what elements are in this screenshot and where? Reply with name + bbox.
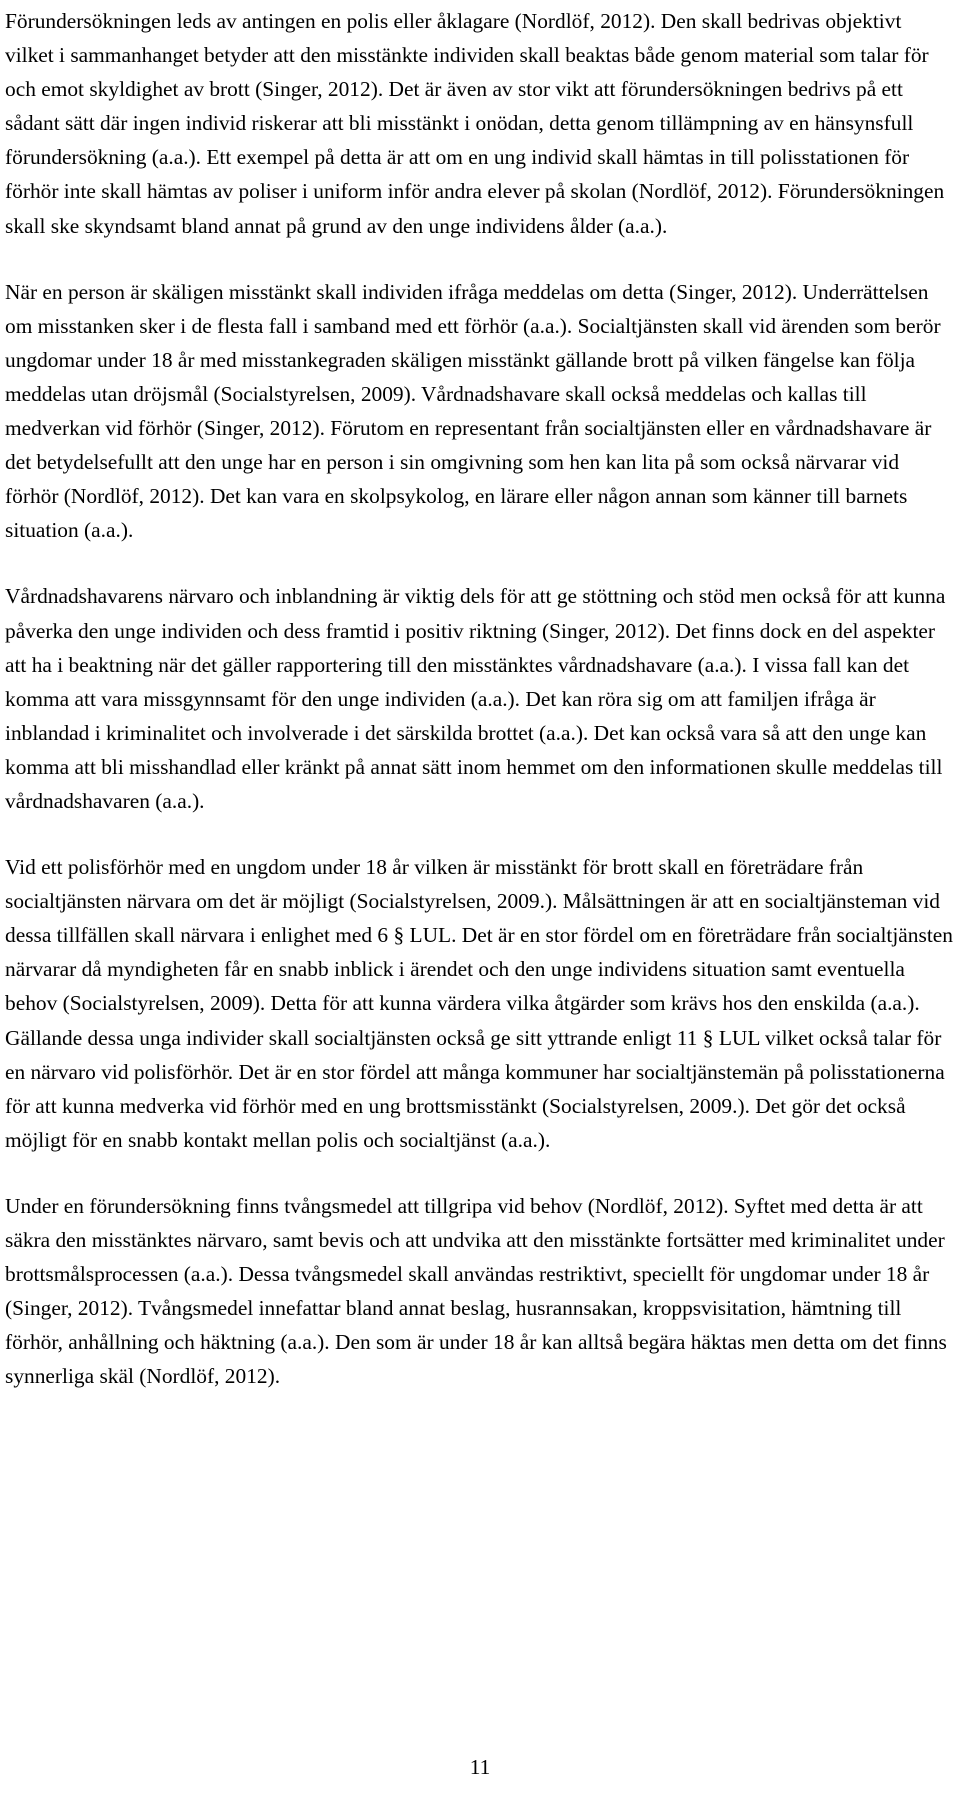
paragraph-vardnadshavare: Vårdnadshavarens närvaro och inblandning är viktig dels för att ge stöttning och stöd men också för att kunna påverka den unge individen och dess framtid i positiv riktning (Singer, 2012). Det finns dock en del aspekter att ha i beaktning när det gäller rapportering till den misstänktes vårdnadshavare (a.a.). I vissa fall kan det komma att vara missgynnsamt för den unge individen (a.a.). Det kan röra sig om att familjen ifråga är inblandad i kriminalitet och involverade i det särskilda brottet (a.a.). Det kan också vara så att den unge kan komma att bli misshandlad eller kränkt på annat sätt inom hemmet om den informationen skulle meddelas till vårdnadshavaren (a.a.). (5, 584, 946, 813)
paragraph-forundersokning: Förundersökningen leds av antingen en polis eller åklagare (Nordlöf, 2012). Den skall bedrivas objektivt vilket i sammanhanget betyder att den misstänkte individen skall beaktas både genom material som talar för och emot skyldighet av brott (Singer, 2012). Det är även av stor vikt att förundersökningen bedrivs på ett sådant sätt där ingen individ riskerar att bli misstänkt i onödan, detta genom tillämpning av en hänsynsfull förundersökning (a.a.). Ett exempel på detta är att om en ung individ skall hämtas in till polisstationen för förhör inte skall hämtas av poliser i uniform inför andra elever på skolan (Nordlöf, 2012). Förundersökningen skall ske skyndsamt bland annat på grund av den unge individens ålder (a.a.). (5, 9, 945, 238)
paragraph-tvangsmedel: Under en förundersökning finns tvångsmedel att tillgripa vid behov (Nordlöf, 2012). Syftet med detta är att säkra den misstänktes närvaro, samt bevis och att undvika att den misstänkte fortsätter med kriminalitet under brottsmålsprocessen (a.a.). Dessa tvångsmedel skall användas restriktivt, speciellt för ungdomar under 18 år (Singer, 2012). Tvångsmedel innefattar bland annat beslag, husrannsakan, kroppsvisitation, hämtning till förhör, anhållning och häktning (a.a.). Den som är under 18 år kan alltså begära häktas men detta om det finns synnerliga skäl (Nordlöf, 2012). (5, 1193, 947, 1389)
paragraph-polisforhor: Vid ett polisförhör med en ungdom under 18 år vilken är misstänkt för brott skall en företrädare från socialtjänsten närvara om det är möjligt (Socialstyrelsen, 2009.). Målsättningen är att en socialtjänsteman vid dessa tillfällen skall närvara i enlighet med 6 § LUL. Det är en stor fördel om en företrädare från socialtjänsten närvarar då myndigheten får en snabb inblick i ärendet och den unge individens situation samt eventuella behov (Socialstyrelsen, 2009). Detta för att kunna värdera vilka åtgärder som krävs hos den enskilda (a.a.). Gällande dessa unga individer skall socialtjänsten också ge sitt yttrande enligt 11 § LUL vilket också talar för en närvaro vid polisförhör. Det är en stor fördel att många kommuner har socialtjänstemän på polisstationerna för att kunna medverka vid förhör med en ung brottsmisstänkt (Socialstyrelsen, 2009.). Det gör det också möjligt för en snabb kontakt mellan polis och socialtjänst (a.a.). (5, 855, 953, 1152)
paragraph-skaligen-misstankt: När en person är skäligen misstänkt skall individen ifråga meddelas om detta (Singer, 2012). Underrättelsen om misstanken sker i de flesta fall i samband med ett förhör (a.a.). Socialtjänsten skall vid ärenden som berör ungdomar under 18 år med misstankegraden skäligen misstänkt gällande brott på vilken fängelse kan följa meddelas utan dröjsmål (Socialstyrelsen, 2009). Vårdnadshavare skall också meddelas och kallas till medverkan vid förhör (Singer, 2012). Förutom en representant från socialtjänsten eller en vårdnadshavare är det betydelsefullt att den unge har en person i sin omgivning som hen kan lita på som också närvarar vid förhör (Nordlöf, 2012). Det kan vara en skolpsykolog, en lärare eller någon annan som känner till barnets situation (a.a.). (5, 279, 941, 543)
page-number: 11 (469, 1755, 491, 1779)
body-text (5, 4, 953, 1393)
